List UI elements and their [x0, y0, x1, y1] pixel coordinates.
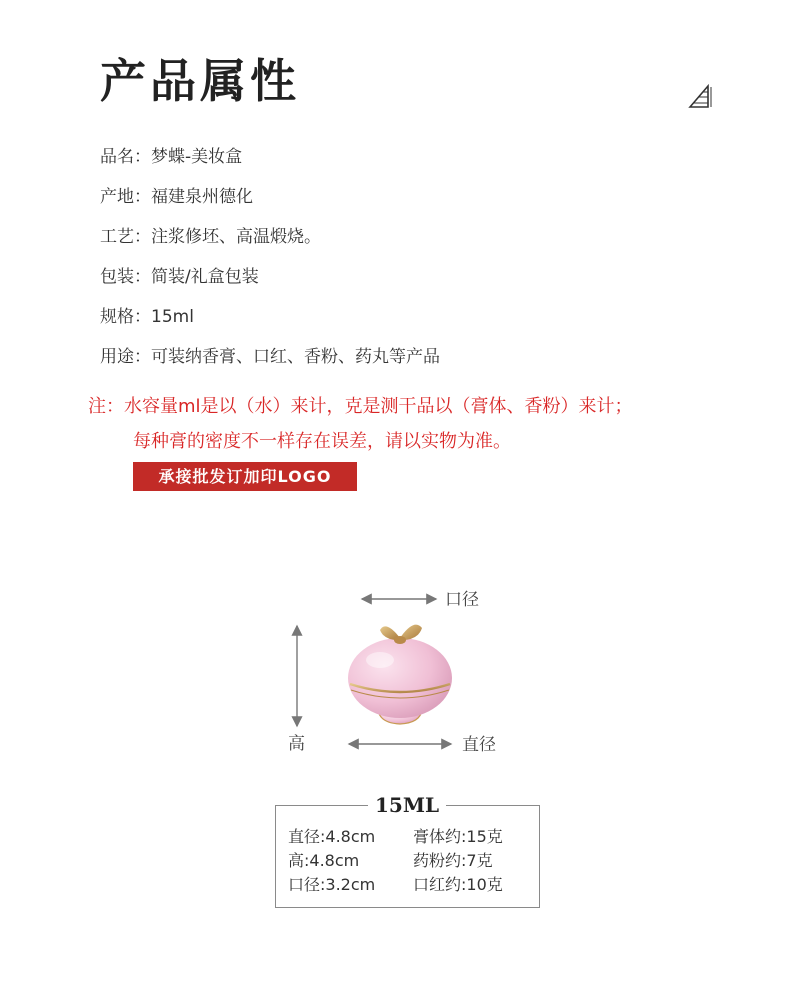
ruler-triangle-icon [688, 83, 714, 109]
logo-printing-banner: 承接批发订加印LOGO [133, 462, 357, 491]
attr-spec: 规格：15ml [100, 307, 194, 327]
spec-paste-capacity: 膏体约:15克 [413, 827, 503, 846]
diameter-label: 直径 [462, 735, 496, 755]
spec-lipstick-capacity: 口红约:10克 [413, 875, 503, 894]
product-image [340, 608, 460, 733]
height-label: 高 [288, 734, 305, 754]
attr-name: 品名：梦蝶-美妆盒 [100, 147, 243, 167]
spec-height: 高:4.8cm [288, 851, 360, 870]
mouth-label: 口径 [445, 590, 479, 610]
note-line-1: 注：水容量ml是以（水）来计，克是测干品以（膏体、香粉）来计； [88, 396, 633, 417]
attr-packaging: 包装：简装/礼盒包装 [100, 267, 259, 287]
page-title: 产品属性 [100, 54, 300, 108]
attr-origin: 产地：福建泉州德化 [100, 187, 253, 207]
note-line-2: 每种膏的密度不一样存在误差，请以实物为准。 [133, 431, 511, 452]
spec-mouth: 口径:3.2cm [288, 875, 376, 894]
spec-powder-capacity: 药粉约:7克 [413, 851, 493, 870]
attr-craft: 工艺：注浆修坯、高温煅烧。 [100, 227, 321, 247]
attr-usage: 用途：可装纳香膏、口红、香粉、药丸等产品 [100, 347, 440, 367]
spec-diameter: 直径:4.8cm [288, 827, 376, 846]
spec-title: 15ML [368, 793, 446, 817]
